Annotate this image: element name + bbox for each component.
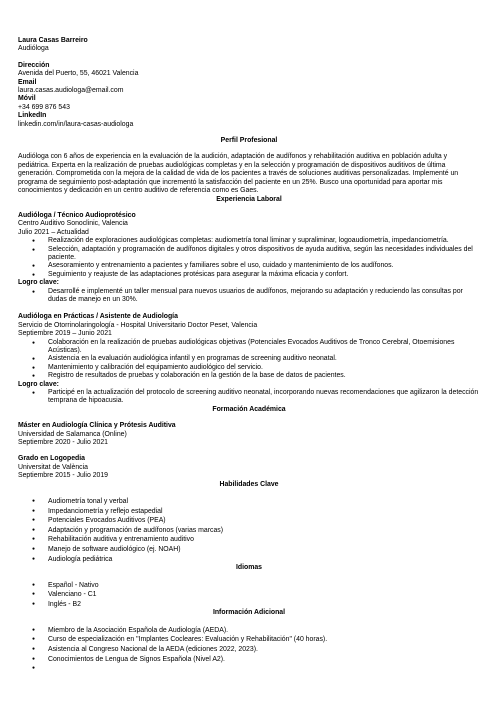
key-achievement-list [18,288,480,305]
list-item: ● Miembro de la Asociación Española de Audiología (AEDA). [18,626,480,636]
list-item: ● Registro de resultados de pruebas y colaboración en la gestión de la base de datos de pacientes. [18,372,480,380]
list-item: ● Conocimientos de Lengua de Signos Española (Nivel A2). [18,655,480,665]
address-label: Dirección [18,61,50,69]
phone[interactable]: +34 699 876 543 [18,103,70,111]
list-item: ● Manejo de software audiológico (ej. NOAH) [18,545,480,555]
person-role: Audióloga [18,45,49,53]
school-name: Universidad de Salamanca (Online) [18,430,127,438]
job-title: Audióloga / Técnico Audioprotésico [18,211,136,219]
contact-section [18,62,480,129]
profile-heading: Perfil Profesional [220,137,278,145]
profile-text: Audióloga con 6 años de experiencia en la evaluación de la audición, adaptación de audífonos y rehabilitación auditiva en población adulta y pediátrica. Experta en la realización de pruebas audiológicas completas y en la selección y programación de dispositivos auditivos de última generación. Comprometida con la mejora de la calidad de vida de los pacientes a través de soluciones auditivas personalizadas. Implementé un programa de seguimiento post-adaptación que incrementó la satisfacción del paciente en un 25%. Busco una oportunidad para aportar mis conocimientos y dedicación en un centro auditivo de referencia como es Gaes. [18,153,459,195]
list-item: ● Impedanciometría y reflejo estapedial [18,507,480,517]
list-item: ● Español - Nativo [18,581,480,591]
key-achievement-label: Logro clave: [18,279,59,287]
list-item: ● Curso de especialización en "Implantes Cocleares: Evaluación y Rehabilitación" (40 horas). [18,635,480,645]
education-heading: Formación Académica [212,405,286,413]
list-item: ● Rehabilitación auditiva y entrenamiento auditivo [18,535,480,545]
job-entry [18,212,480,304]
list-item: ● Audiología pediátrica [18,555,480,565]
education-dates: Septiembre 2020 - Julio 2021 [18,439,109,447]
skills-heading: Habilidades Clave [219,480,279,488]
degree-title: Grado en Logopedia [18,455,85,463]
job-dates: Septiembre 2019 – Junio 2021 [18,330,112,338]
list-item: ● Asistencia al Congreso Nacional de la AEDA (ediciones 2022, 2023). [18,645,480,655]
phone-label: Móvil [18,95,36,103]
list-item: ● Asistencia en la evaluación audiológica infantil y en programas de screening auditivo neonatal. [18,355,480,363]
list-item: ● Audiometría tonal y verbal [18,497,480,507]
list-item: ● Mantenimiento y calibración del equipamiento audiológico del servicio. [18,364,480,372]
linkedin-label: LinkedIn [18,112,47,120]
skills-list [18,497,480,564]
additional-list [18,626,480,674]
education-entry [18,455,480,480]
list-item: ● Potenciales Evocados Auditivos (PEA) [18,516,480,526]
job-title: Audióloga en Prácticas / Asistente de Audiología [18,313,178,321]
list-item: ● Valenciano - C1 [18,590,480,600]
list-item: ● Seguimiento y reajuste de las adaptaciones protésicas para asegurar la máxima eficacia y confort. [18,271,480,279]
list-item: ● Desarrollé e implementé un taller mensual para nuevos usuarios de audífonos, mejorando su adaptación y reduciendo las consultas por dudas de manejo en un 30%. [18,288,480,305]
experience-heading: Experiencia Laboral [216,195,282,203]
list-item: ● Adaptación y programación de audífonos (varias marcas) [18,526,480,536]
additional-heading: Información Adicional [212,609,286,617]
education-dates: Septiembre 2015 - Julio 2019 [18,472,109,480]
list-item: ● Asesoramiento y entrenamiento a pacientes y familiares sobre el uso, cuidado y mantenimiento de los audífonos. [18,262,480,270]
job-company: Centro Auditivo Sonoclinic, Valencia [18,220,128,228]
list-item: ● Participé en la actualización del protocolo de screening auditivo neonatal, incorporando nuevas recomendaciones que agilizaron la detección temprana de hipoacusia. [18,389,480,406]
address: Avenida del Puerto, 55, 46021 Valencia [18,70,139,78]
school-name: Universitat de València [18,463,88,471]
job-entry [18,313,480,405]
list-item [18,664,480,674]
education-entry [18,422,480,447]
degree-title: Máster en Audiología Clínica y Prótesis Auditiva [18,422,176,430]
languages-heading: Idiomas [235,564,263,572]
list-item: ● Selección, adaptación y programación de audífonos digitales y otros dispositivos de ayuda auditiva, según las necesidades individuales del paciente. [18,246,480,263]
resume-header [18,37,480,54]
list-item: ● Inglés - B2 [18,600,480,610]
languages-list [18,581,480,610]
person-name: Laura Casas Barreiro [18,37,88,44]
list-item: ● Colaboración en la realización de pruebas audiológicas objetivas (Potenciales Evocados Auditivos de Tronco Cerebral, Otoemisiones Acústicas). [18,339,480,356]
job-company: Servicio de Otorrinolaringología - Hospital Universitario Doctor Peset, Valencia [18,321,258,329]
job-task-list [18,237,480,279]
job-dates: Julio 2021 – Actualidad [18,228,89,236]
list-item: ● Realización de exploraciones audiológicas completas: audiometría tonal liminar y supraliminar, logoaudiometría, impedanciometría. [18,237,480,245]
email-label: Email [18,78,37,86]
key-achievement-list [18,389,480,406]
key-achievement-label: Logro clave: [18,380,59,388]
linkedin[interactable]: linkedin.com/in/laura-casas-audiologa [18,120,134,128]
job-task-list [18,339,480,381]
email[interactable]: laura.casas.audiologa@email.com [18,87,124,95]
